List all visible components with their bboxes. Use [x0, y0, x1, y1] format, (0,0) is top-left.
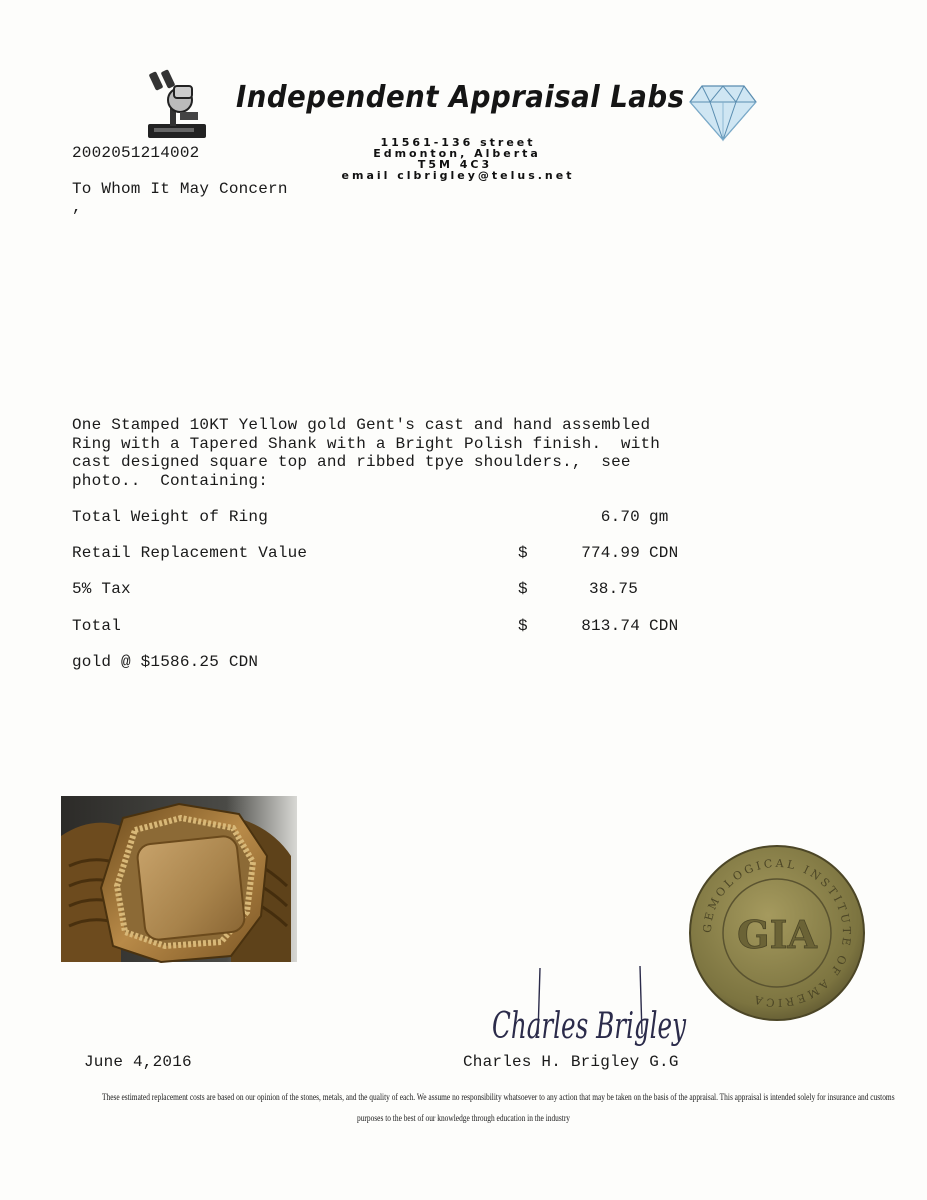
salutation-mark: , [72, 198, 82, 216]
salutation: To Whom It May Concern [72, 180, 288, 198]
address-line-2: Edmonton, Alberta [373, 147, 541, 160]
diamond-logo [688, 84, 758, 142]
gold-price-note: gold @ $1586.25 CDN [72, 653, 259, 671]
company-name: Independent Appraisal Labs [236, 80, 685, 115]
line-item-amount: 38.75 [588, 580, 638, 598]
line-item-currency: $ [518, 544, 528, 562]
reference-number: 2002051214002 [72, 144, 200, 162]
line-item-amount: 6.70 [600, 508, 640, 526]
line-item-label: Retail Replacement Value [72, 544, 308, 562]
line-item-unit: gm [649, 508, 669, 526]
disclaimer-line-1: These estimated replacement costs are based on our opinion of the stones, metals, and the quality of each. We assume no responsibility whatsoever to any action that may be taken on the basis of the appraisal. This appraisal is intended solely for insurance and customs [101, 1093, 895, 1103]
signature-stroke [490, 964, 690, 1054]
line-item-label: 5% Tax [72, 580, 131, 598]
signature [490, 964, 690, 1054]
address-line-3: T5M 4C3 [417, 158, 493, 171]
disclaimer-line-2: purposes to the best of our knowledge through education in the industry [356, 1114, 570, 1124]
gia-seal [688, 844, 866, 1022]
appraiser-name: Charles H. Brigley G.G [463, 1053, 679, 1071]
seal-center-text: GIA [737, 912, 817, 957]
microscope-logo [140, 66, 210, 144]
gia-seal-emblem [688, 844, 866, 1022]
signature-script: Charles Brigley [492, 1006, 687, 1047]
line-item-currency: $ [518, 617, 528, 635]
address-line-1: 11561-136 street [380, 136, 536, 149]
seal-ring-text: GEMOLOGICAL INSTITUTE OF AMERICA [700, 856, 854, 1010]
email-line: email clbrigley@telus.net [341, 169, 575, 182]
line-item-label: Total [72, 617, 122, 635]
item-description: One Stamped 10KT Yellow gold Gent's cast and hand assembled Ring with a Tapered Shank with a Bright Polish finish. with cast designed square top and ribbed tpye shoulders., see photo.. Containing: [72, 416, 661, 490]
microscope-icon [140, 66, 210, 144]
ring-image [61, 796, 297, 962]
line-item-label: Total Weight of Ring [72, 508, 269, 526]
line-item-currency: $ [518, 580, 528, 598]
line-item-unit: CDN [649, 617, 679, 635]
diamond-icon [688, 84, 758, 142]
appraisal-date: June 4,2016 [84, 1053, 192, 1071]
line-item-unit: CDN [649, 544, 679, 562]
line-item-amount: 774.99 [581, 544, 640, 562]
ring-photo [61, 796, 297, 962]
line-item-amount: 813.74 [581, 617, 640, 635]
